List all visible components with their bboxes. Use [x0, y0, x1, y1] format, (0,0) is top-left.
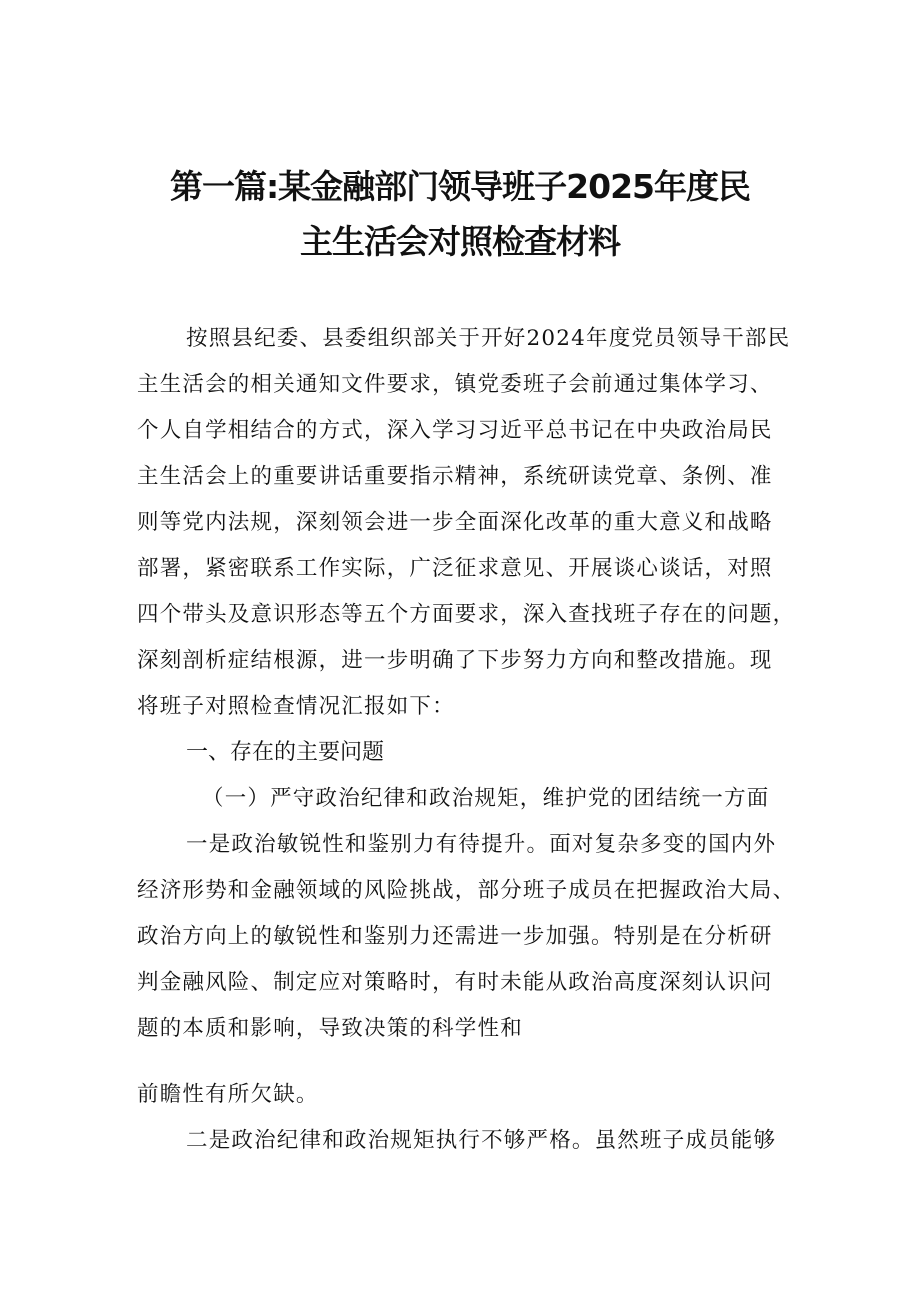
subsection-heading: （一）严守政治纪律和政治规矩，维护党的团结统一方面 — [202, 786, 770, 811]
point-paragraph-line: 政治方向上的敏锐性和鉴别力还需进一步加强。特别是在分析研 — [137, 924, 773, 949]
intro-paragraph-line: 将班子对照检查情况汇报如下： — [137, 694, 455, 719]
intro-paragraph-line: 则等党内法规，深刻领会进一步全面深化改革的重大意义和战略 — [137, 510, 773, 535]
document-title-line-1: 第一篇:某金融部门领导班子2025年度民 — [169, 167, 751, 206]
section-heading: 一、存在的主要问题 — [186, 740, 385, 765]
intro-paragraph-line: 按照县纪委、县委组织部关于开好2024年度党员领导干部民 — [186, 326, 791, 351]
intro-paragraph-line: 深刻剖析症结根源，进一步明确了下步努力方向和整改措施。现 — [137, 648, 773, 673]
intro-paragraph-line: 四个带头及意识形态等五个方面要求，深入查找班子存在的问题， — [137, 602, 796, 627]
point-paragraph-line: 判金融风险、制定应对策略时，有时未能从政治高度深刻认识问 — [137, 970, 773, 995]
document-title-line-2: 主生活会对照检查材料 — [300, 222, 620, 261]
point-paragraph-line: 经济形势和金融领域的风险挑战，部分班子成员在把握政治大局、 — [137, 878, 796, 903]
point-paragraph-line: 一是政治敏锐性和鉴别力有待提升。面对复杂多变的国内外 — [186, 832, 777, 857]
intro-paragraph-line: 主生活会的相关通知文件要求，镇党委班子会前通过集体学习、 — [137, 372, 773, 397]
intro-paragraph-line: 个人自学相结合的方式，深入学习习近平总书记在中央政治局民 — [137, 418, 773, 443]
point-paragraph-line: 题的本质和影响，导致决策的科学性和 — [137, 1016, 523, 1041]
point-paragraph-line: 二是政治纪律和政治规矩执行不够严格。虽然班子成员能够 — [186, 1128, 777, 1153]
intro-paragraph-line: 主生活会上的重要讲话重要指示精神，系统研读党章、条例、准 — [137, 464, 773, 489]
point-paragraph-tail: 前瞻性有所欠缺。 — [137, 1082, 319, 1107]
intro-paragraph-line: 部署，紧密联系工作实际，广泛征求意见、开展谈心谈话，对照 — [137, 556, 773, 581]
